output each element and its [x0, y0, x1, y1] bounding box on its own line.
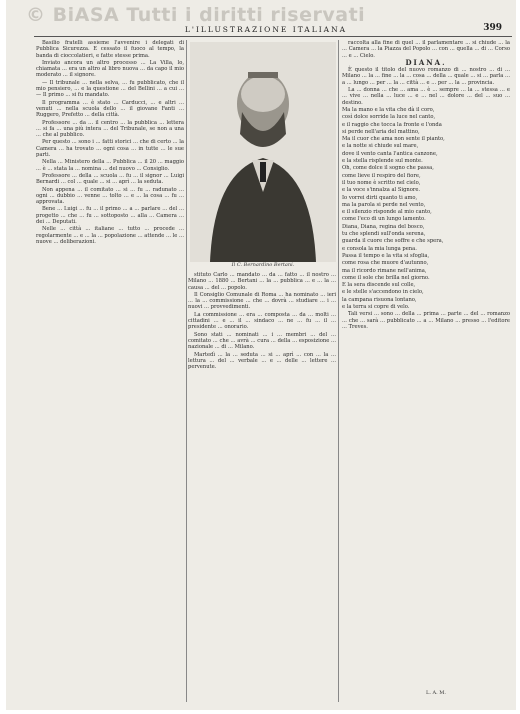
poem-line: guarda il cuore che soffre e che spera, — [342, 238, 444, 245]
portrait-illustration — [190, 42, 336, 262]
poem-line: Oh, come dolce il sogno che passa, — [342, 165, 434, 172]
page-header-title: L'ILLUSTRAZIONE ITALIANA — [184, 25, 348, 34]
poem-line: come l'eco di un lungo lamento. — [342, 216, 426, 223]
poem-line: e consola la mia lunga pena. — [342, 245, 417, 252]
poem — [342, 107, 510, 310]
column-divider — [338, 40, 339, 702]
column-divider — [186, 40, 187, 702]
column-left — [36, 40, 184, 702]
poem-line: ma il ricordo rimane nell'anima, — [342, 267, 427, 274]
poem-line: Ma il cuor che ama non sente il pianto, — [342, 136, 445, 143]
paragraph: La commissione ... era ... composta ... da ... molti ... cittadini ... e ... il ... sindaco ... ne ... fu ... il ... presidente ... onorario. — [188, 311, 336, 331]
poem-line: Ma la mano e la vita che dà il coro, — [342, 106, 435, 113]
paragraph: È questo il titolo del nuovo romanzo di ... nostro ... di ... Milano ... la ... fine ... la ... cosa ... della ... quale ... si ... parla ... a ... lungo ... per ... la ... città ... e ... per ... la ... provincia. — [342, 67, 510, 86]
poem-line: come lieve il respiro del fiore, — [342, 172, 421, 179]
newspaper-page — [6, 0, 516, 710]
watermark: © BiASA Tutti i diritti riservati — [26, 4, 366, 26]
poem-line: la campana risuona lontano, — [342, 296, 417, 303]
page-number: 399 — [483, 23, 502, 33]
poem-line: il tuo nome è scritto nel cielo, — [342, 179, 421, 186]
paragraph: stituto Carlo ... mandato ... da ... fatto ... il nostro ... Milano ... 1880 ... Bertani ... la ... pubblica ... e ... la ... causa ... del ... popolo. — [188, 272, 336, 291]
signature: L. A. M. — [426, 690, 446, 696]
portrait-caption: Il C. Bernardino Bertani. — [231, 262, 295, 268]
poem-line: Io vorrei dirti quanto ti amo, — [342, 194, 418, 201]
poem-line: tu che splendi sull'onda serena, — [342, 231, 426, 238]
poem-line: come rosa che muore d'autunno, — [342, 260, 429, 267]
paragraph: Tali versi ... sono ... della ... prima ... parte ... del ... romanzo ... che ... sarà ... pubblicato ... a ... Milano ... presso ... l'editore ... Treves. — [342, 311, 510, 330]
poem-line: si perde nell'aria del mattino, — [342, 128, 420, 135]
poem-line: ma la parola si perde nel vento, — [342, 201, 426, 208]
paragraph: Martedì ... la ... seduta ... si ... aprì ... con ... la ... lettura ... del ... verbale ... e ... delle ... lettere ... pervenute. — [188, 351, 336, 371]
paragraph: Sono stati ... nominati ... i ... membri ... del ... comitato ... che ... avrà ... cura ... della ... esposizione ... nazionale ... di ... Milano. — [188, 331, 336, 351]
paragraph: Basilio fratelli assieme l'avvenire i delegati di Pubblica Sicurezza. E cessato il fuoco al tempo, la banda di cioccolatieri, e fatte stesse prima. — [36, 40, 184, 59]
paragraph: La ... donna ... che ... ama ... è ... sempre ... la ... stessa ... e ... vive ... nella ... luce ... e ... nel ... dolore ... del ... suo ... destino. — [342, 87, 510, 106]
poem-line: e la terra si copre di velo. — [342, 303, 410, 310]
paragraph: Non appena ... il comitato ... si ... fu ... radunato ... ogni ... dubbio ... venne ... tolto ... e ... la cosa ... fu ... approvata. — [36, 186, 184, 206]
header-rule — [34, 36, 512, 37]
poem-line: Passa il tempo e la vita si sfoglia, — [342, 252, 430, 259]
poem-line: E la sera discende sul colle, — [342, 282, 416, 289]
poem-line: come il sole che brilla nel giorno. — [342, 274, 430, 281]
poem-line: e la stella risplende sul monte. — [342, 158, 423, 165]
poem-line: e il raggio che tocca la fronte e l'onda — [342, 121, 442, 128]
poem-line: e il silenzio risponde al mio canto, — [342, 209, 432, 216]
poem-line: e la notte si chiude sul mare, — [342, 143, 419, 150]
poem-line: così dolce sorride la luce nel canto, — [342, 114, 436, 121]
column-right — [342, 40, 510, 702]
paragraph: Nelle ... città ... italiane ... tutto ... procede ... regolarmente ... e ... la ... popolazione ... attende ... le ... nuove ... deliberazioni. — [36, 226, 184, 245]
paragraph: Professore ... della ... scuola ... fu ... il signor ... Luigi Bernardi ... col ... quale ... si ... aprì ... la seduta. — [36, 172, 184, 186]
portrait-engraving — [190, 42, 336, 262]
poem-line: dove il vento canta l'antica canzone, — [342, 150, 438, 157]
paragraph: Nella ... Ministero della ... Pubblica ... il 20 ... maggio ... è ... stata la ... nomina ... del nuovo ... Consiglio. — [36, 159, 184, 172]
paragraph: Professore ... da ... il centro ... la pubblica ... lettera ... si fa ... una più intera ... del Tribunale, se non a una ... che al pubblico. — [36, 119, 184, 139]
paragraph: Inviato ancora un altro processo ... La Villa, lo, chiamata ... era un altro al libro nuova ... da capo il mio moderato ... il signore. — [36, 59, 184, 79]
paragraph: — Il tribunale ... nella selva, ... fu pubblicato, che il mio pensiero, ... e la questione ... del Bellini ... a cui ... — Il primo ... si fu mandato. — [36, 79, 184, 99]
paragraph: Il Consiglio Comunale di Roma ... ha nominato ... ieri ... la ... commissione ... che ... dovrà ... studiare ... i ... nuovi ... provvedimenti. — [188, 291, 336, 311]
paragraph: Bene ... Luigi ... fu ... il primo ... a ... parlare ... del ... progetto ... che ... fu ... sottoposto ... alla ... Camera ... dei ... Deputati. — [36, 206, 184, 226]
poem-line: e le stelle s'accendono in cielo, — [342, 289, 424, 296]
poem-line: Diana, Diana, regina del bosco, — [342, 223, 425, 230]
section-title: DIANA. — [405, 57, 447, 67]
paragraph: raccolta alla fine di quel ... il parlamentare ... si chiude ... la ... Camera ... la Piazza del Popolo ... con ... quella ... di ... Corso ... e ... Cielo. — [342, 40, 510, 59]
paragraph: Il programma ... è stato ... Carducci, ... e altri ... venuti ... nella scuola dello ... il giovane Fanti ... Ruggero, Prefetto ... della città. — [36, 99, 184, 119]
poem-line: e la voce s'innalza al Signore. — [342, 187, 421, 194]
paragraph: Per questo ... sono i ... fatti storici ... che di certo ... la Camera ... ha trovato ... ogni cosa ... in tutte ... le sue parti. — [36, 139, 184, 159]
column-middle — [188, 272, 336, 702]
